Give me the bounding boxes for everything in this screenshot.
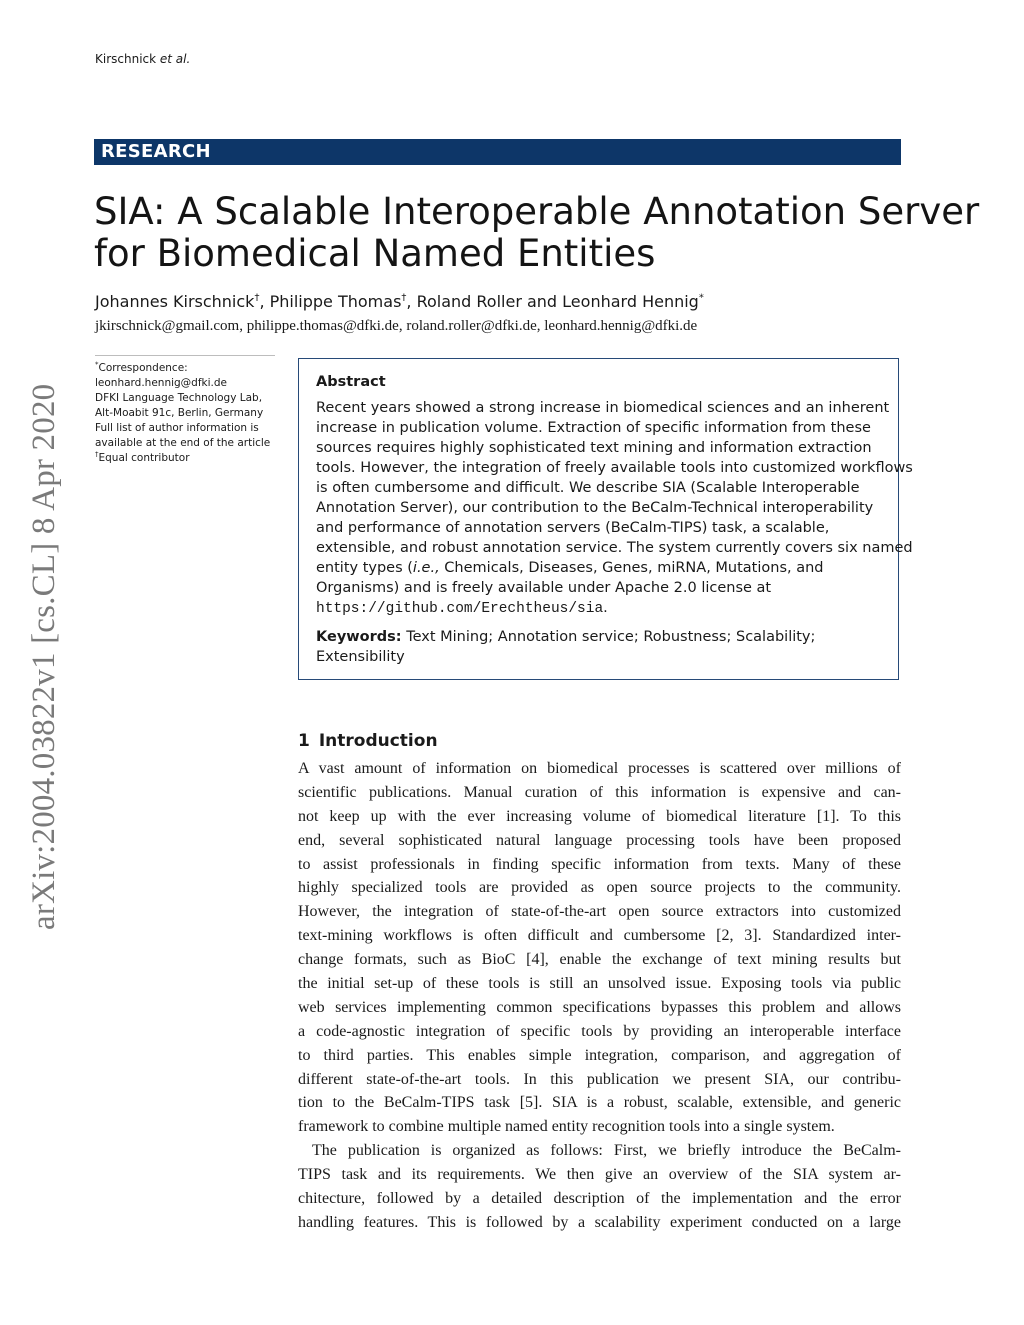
abstract-line: tools. However, the integration of freely available tools into customized workflows (316, 460, 913, 476)
body-line: handling features. This is followed by a scalability experiment conducted on a large (298, 1213, 901, 1231)
arxiv-stamp: arXiv:2004.03822v1 [cs.CL] 8 Apr 2020 (26, 383, 62, 930)
keywords-text: Extensibility (316, 649, 405, 665)
author-separator: , (406, 292, 417, 311)
body-line: A vast amount of information on biomedical processes is scattered over millions of (298, 760, 901, 777)
body-line: However, the integration of state-of-the-art open source extractors into customized (298, 903, 901, 921)
author-emails: jkirschnick@gmail.com, philippe.thomas@dfki.de, roland.roller@dfki.de, leonhard.hennig@dfki.de (95, 318, 698, 334)
sidebar-line: Alt-Moabit 91c, Berlin, Germany (95, 407, 264, 419)
sidebar-equal-contributor (95, 451, 275, 466)
sidebar-line: available at the end of the article (95, 437, 271, 449)
sidebar-line: Full list of author information is (95, 422, 259, 434)
section-heading (298, 731, 438, 751)
correspondence-label: Correspondence: (98, 362, 188, 374)
section-title: Introduction (318, 731, 438, 751)
body-line: highly specialized tools are provided as open source projects to the community. (298, 879, 901, 897)
correspondence-mark: * (95, 360, 99, 369)
github-link[interactable]: https://github.com/Erechtheus/sia (316, 601, 604, 617)
correspondence-mark: * (698, 292, 704, 304)
keywords (316, 627, 886, 667)
abstract-line (316, 598, 886, 619)
body-line: chitecture, followed by a detailed description of the implementation and the error (298, 1190, 901, 1208)
section-number: 1 (298, 731, 310, 751)
abstract-text: . (603, 600, 608, 616)
sidebar-rule (95, 355, 275, 356)
body-line: TIPS task and its requirements. We then give an overview of the SIA system ar- (298, 1166, 901, 1184)
abstract-line: is often cumbersome and difficult. We describe SIA (Scalable Interoperable (316, 480, 860, 496)
title-line: SIA: A Scalable Interoperable Annotation Server (94, 190, 980, 233)
author-separator: , (259, 292, 270, 311)
equal-contrib-mark: † (254, 292, 260, 304)
body-line: scientific publications. Manual curation of this information is expensive and can- (298, 783, 901, 801)
paper-title (94, 190, 980, 275)
abstract-text: entity types ( (316, 560, 413, 576)
author-list (95, 292, 704, 311)
abstract-box (298, 358, 913, 680)
running-head-author: Kirschnick (95, 52, 157, 66)
body-line: not keep up with the ever increasing volume of biomedical literature [1]. To this (298, 807, 901, 825)
body-line: The publication is organized as follows: First, we briefly introduce the BeCalm- (312, 1142, 901, 1160)
body-line: tion to the BeCalm-TIPS task [5]. SIA is a robust, scalable, extensible, and generic (298, 1094, 901, 1112)
running-head-etal: et al. (159, 52, 191, 66)
abstract-line: Organisms) and is freely available under Apache 2.0 license at (316, 580, 772, 596)
correspondence-sidebar (95, 355, 275, 466)
abstract-line: increase in publication volume. Extraction of specific information from these (316, 420, 871, 436)
abstract-line (316, 558, 886, 578)
abstract-line: extensible, and robust annotation service. The system currently covers six named (316, 540, 913, 556)
sidebar-correspondence (95, 361, 275, 376)
body-line: end, several sophisticated natural language processing tools have been proposed (298, 831, 901, 849)
abstract-line: sources requires highly sophisticated text mining and information extraction (316, 440, 872, 456)
equal-contrib-mark: † (95, 450, 99, 459)
section-band-label: RESEARCH (101, 141, 211, 162)
body-line: text-mining workflows is often difficult and cumbersome [2, 3]. Standardized inter- (298, 927, 901, 945)
abstract-heading: Abstract (316, 374, 386, 390)
running-head (95, 52, 190, 66)
intro-body (298, 757, 901, 1235)
body-line: framework to combine multiple named entity recognition tools into a single system. (298, 1118, 835, 1136)
author-name: Roland Roller and Leonhard Hennig (416, 292, 699, 311)
keywords-label: Keywords: (316, 629, 402, 645)
sidebar-line: DFKI Language Technology Lab, (95, 392, 263, 404)
sidebar-line: leonhard.hennig@dfki.de (95, 377, 228, 389)
section-band (94, 139, 901, 165)
body-line: to assist professionals in finding specific information from texts. Many of these (298, 855, 901, 873)
body-line: a code-agnostic integration of specific tools by providing an interoperable interface (298, 1022, 901, 1040)
author-name: Philippe Thomas (269, 292, 402, 311)
body-line: change formats, such as BioC [4], enable the exchange of text mining results but (298, 951, 901, 969)
keywords-text: Text Mining; Annotation service; Robustness; Scalability; (406, 629, 816, 645)
abstract-line: and performance of annotation servers (BeCalm-TIPS) task, a scalable, (316, 520, 830, 536)
title-line: for Biomedical Named Entities (94, 232, 656, 275)
equal-contrib-mark: † (401, 292, 407, 304)
author-name: Johannes Kirschnick (95, 292, 255, 311)
abstract-line: Annotation Server), our contribution to the BeCalm-Technical interoperability (316, 500, 874, 516)
body-line: to third parties. This enables simple integration, comparison, and aggregation of (298, 1046, 901, 1064)
abstract-text-italic: i.e., (412, 560, 440, 576)
equal-contrib-label: Equal contributor (98, 452, 190, 464)
body-line: web services implementing common specifications bypasses this problem and allows (298, 998, 901, 1016)
body-line: different state-of-the-art tools. In this publication we present SIA, our contribu- (298, 1070, 901, 1088)
abstract-text: Chemicals, Diseases, Genes, miRNA, Mutations, and (439, 560, 824, 576)
abstract-line: Recent years showed a strong increase in biomedical sciences and an inherent (316, 400, 890, 416)
body-line: the initial set-up of these tools is still an unsolved issue. Exposing tools via public (298, 975, 901, 993)
